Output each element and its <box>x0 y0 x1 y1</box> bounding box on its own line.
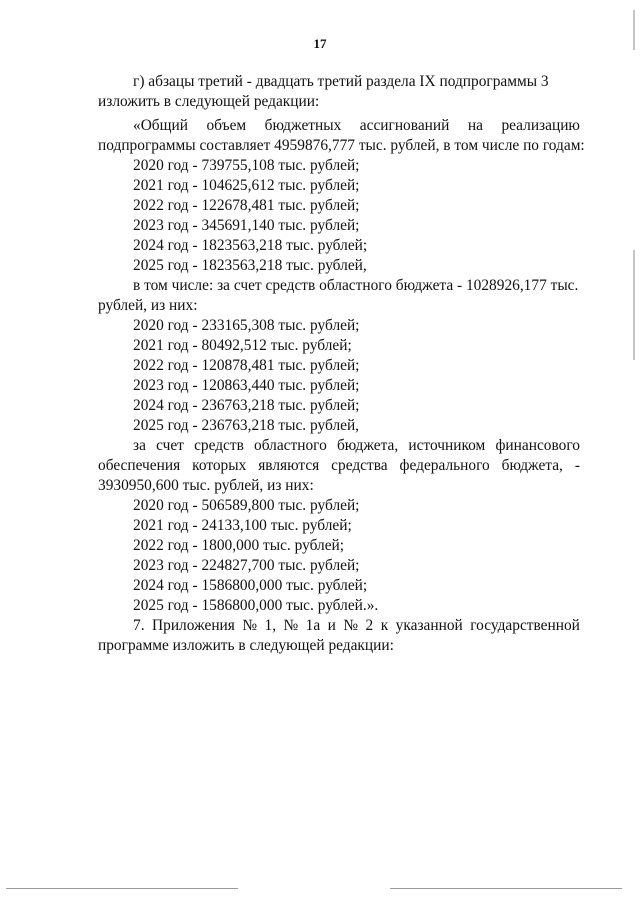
word: ассигнований <box>359 117 450 134</box>
word: 1, <box>264 617 277 634</box>
federal-line-2 <box>98 456 580 476</box>
total-year-line: 2025 год - 1823563,218 тыс. рублей, <box>133 257 367 274</box>
item-7-line-1 <box>98 616 580 636</box>
word: бюджетных <box>264 117 342 134</box>
word: реализацию <box>501 117 580 134</box>
word: счет <box>156 437 184 454</box>
word: которых <box>192 457 247 474</box>
total-year-line: 2023 год - 345691,140 тыс. рублей; <box>133 217 360 234</box>
total-line-1 <box>98 116 580 136</box>
word: средств <box>194 437 244 454</box>
word: объем <box>206 117 247 134</box>
document-body <box>98 72 585 656</box>
regional-year-line: 2023 год - 120863,440 тыс. рублей; <box>133 377 360 394</box>
scan-edge-line <box>390 888 622 889</box>
scan-edge-mark <box>633 250 635 360</box>
paragraph-g-line-1: г) абзацы третий - двадцать третий раздела IX подпрограммы 3 <box>133 73 549 90</box>
word: Приложения <box>152 617 235 634</box>
word: 2 <box>365 617 374 634</box>
total-year-line: 2024 год - 1823563,218 тыс. рублей; <box>133 237 368 254</box>
regional-year-line: 2024 год - 236763,218 тыс. рублей; <box>133 397 360 414</box>
federal-line-3: 3930950,600 тыс. рублей, из них: <box>98 477 314 494</box>
word: бюджета, <box>336 437 399 454</box>
total-year-line: 2022 год - 122678,481 тыс. рублей; <box>133 197 360 214</box>
regional-line-2: рублей, из них: <box>98 297 198 314</box>
word: «Общий <box>133 117 188 134</box>
paragraph-g-line-2: изложить в следующей редакции: <box>98 93 320 110</box>
item-7-line-2: программе изложить в следующей редакции: <box>98 637 394 654</box>
word: № <box>343 617 359 634</box>
federal-year-line: 2023 год - 224827,700 тыс. рублей; <box>133 557 360 574</box>
regional-year-line: 2025 год - 236763,218 тыс. рублей, <box>133 417 360 434</box>
federal-year-line: 2021 год - 24133,100 тыс. рублей; <box>133 517 352 534</box>
word: № <box>283 617 299 634</box>
word: 7. <box>133 617 145 634</box>
word: федерального <box>399 457 490 474</box>
word: указанной <box>395 617 463 634</box>
total-year-line: 2020 год - 739755,108 тыс. рублей; <box>133 157 360 174</box>
page-number: 17 <box>313 36 327 51</box>
word: к <box>380 617 389 634</box>
total-line-2: подпрограммы составляет 4959876,777 тыс. рублей, в том числе по годам: <box>98 137 585 154</box>
federal-year-line: 2025 год - 1586800,000 тыс. рублей.». <box>133 597 379 614</box>
word: средства <box>331 457 388 474</box>
regional-year-line: 2022 год - 120878,481 тыс. рублей; <box>133 357 360 374</box>
word: источником <box>408 437 486 454</box>
federal-year-line: 2020 год - 506589,800 тыс. рублей; <box>133 497 360 514</box>
word: являются <box>258 457 320 474</box>
word: на <box>467 117 483 134</box>
word: 1а <box>305 617 321 634</box>
total-year-line: 2021 год - 104625,612 тыс. рублей; <box>133 177 360 194</box>
federal-line-1 <box>98 436 580 456</box>
word: областного <box>254 437 327 454</box>
word: - <box>574 457 580 474</box>
federal-year-line: 2024 год - 1586800,000 тыс. рублей; <box>133 577 368 594</box>
scan-edge-mark <box>633 10 635 50</box>
word: обеспечения <box>98 457 181 474</box>
federal-year-line: 2022 год - 1800,000 тыс. рублей; <box>133 537 345 554</box>
word: № <box>242 617 258 634</box>
word: за <box>133 437 146 454</box>
word: бюджета, <box>501 457 563 474</box>
regional-year-line: 2021 год - 80492,512 тыс. рублей; <box>133 337 352 354</box>
regional-year-line: 2020 год - 233165,308 тыс. рублей; <box>133 317 360 334</box>
word: и <box>327 617 336 634</box>
regional-line-1: в том числе: за счет средств областного бюджета - 1028926,177 тыс. <box>133 277 579 294</box>
word: государственной <box>470 617 580 634</box>
scan-edge-line <box>6 888 238 889</box>
word: финансового <box>495 437 580 454</box>
